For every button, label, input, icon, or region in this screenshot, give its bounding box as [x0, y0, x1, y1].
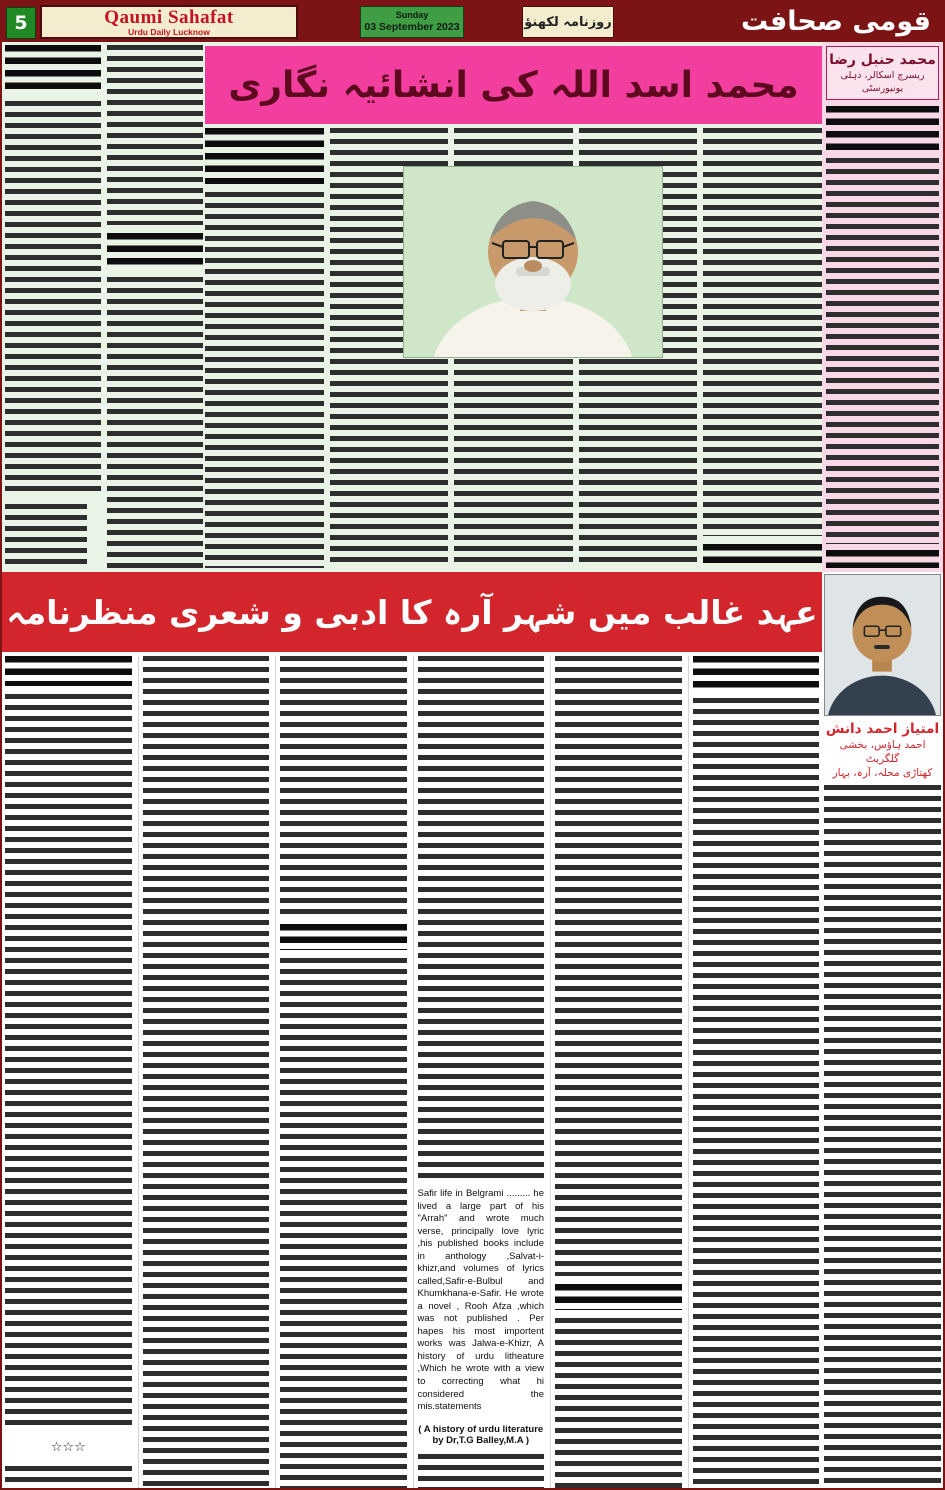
- article2-photo: [824, 574, 941, 716]
- section-end-stars: ☆☆☆: [50, 1440, 86, 1455]
- body-text-block: [5, 656, 132, 686]
- body-text-block: [418, 1454, 545, 1488]
- article2-author-address2: کھتاڑی محلہ، آرہ، بہار: [832, 767, 933, 779]
- body-text-block: [280, 924, 407, 950]
- body-text-block: [280, 958, 407, 1488]
- article1-author-box: [826, 46, 939, 100]
- body-text-block: [205, 192, 324, 568]
- article1-author-affiliation: ریسرچ اسکالر، دہلی یونیورسٹی: [840, 70, 925, 94]
- article2-author-block: [824, 721, 941, 780]
- text-column: [688, 656, 820, 1488]
- text-column: [107, 45, 203, 568]
- body-text-block: [555, 656, 682, 1276]
- body-text-block: [826, 106, 939, 152]
- text-column: [275, 656, 407, 1488]
- body-text-block: [826, 158, 939, 544]
- article2-author-column: [822, 572, 943, 1488]
- masthead-subtitle: Urdu Daily Lucknow: [128, 27, 210, 37]
- portrait-elderly-man-icon: [404, 167, 662, 357]
- edition-box: روزنامہ لکھنؤ: [522, 6, 614, 38]
- paper-title-urdu: قومی صحافت: [741, 6, 931, 37]
- article1-left-columns: [5, 45, 203, 568]
- body-text-block: [280, 656, 407, 916]
- body-text-block: [5, 45, 101, 93]
- page-number-badge: 5: [6, 7, 36, 39]
- body-text-block: [143, 656, 270, 1488]
- body-text-block: [205, 128, 324, 184]
- article-1: [2, 42, 943, 572]
- body-text-block: [703, 544, 822, 568]
- text-column: [5, 45, 101, 568]
- weekday-label: Sunday: [395, 10, 429, 20]
- masthead-box: [40, 5, 298, 39]
- text-column: [205, 128, 324, 568]
- text-column: [550, 656, 682, 1488]
- body-text-block: [703, 128, 822, 536]
- body-text-block: [555, 1318, 682, 1488]
- body-text-block: [5, 1466, 132, 1488]
- body-text-block: [693, 698, 820, 1488]
- article1-headline: محمد اسد اللہ کی انشائیہ نگاری: [205, 46, 822, 124]
- text-column: [5, 656, 132, 1488]
- article1-photo: [403, 166, 663, 358]
- header-bar: [2, 2, 943, 42]
- body-text-block: [693, 656, 820, 690]
- body-text-block: [826, 550, 939, 568]
- body-text-block: [555, 1284, 682, 1310]
- body-text-block: [418, 656, 545, 1180]
- text-column: [703, 128, 822, 568]
- body-text-block: [5, 694, 132, 1430]
- body-text-block: [824, 785, 941, 1486]
- text-column: [138, 656, 270, 1488]
- body-text-block: [107, 233, 203, 269]
- article2-body-columns: [5, 656, 819, 1488]
- english-excerpt: Safir life in Belgrami ......... he lived a large part of his "Arrah" and wrote much verse, principally love lyric ,his published books include in anthology ,Salvat-i-khizr,and volumes of lyrics called,Safir-e-Bulbul and Khumkhana-e-Safir. He wrote a novel , Rooh Afza ,which was not published . Per hapes his most importent works was Jalwa-e-Khizr, A history of urdu litheature ,Which he wrote with a view to correcting what hi considered the mis.statements: [417, 1188, 544, 1413]
- body-text-block: [5, 101, 101, 496]
- masthead-title: Qaumi Sahafat: [104, 7, 234, 28]
- article2-author-name: امتیاز احمد دانش: [825, 721, 940, 737]
- portrait-man-icon: [825, 575, 940, 715]
- text-column: [413, 656, 545, 1488]
- article2-headline: عہد غالب میں شہر آرہ کا ادبی و شعری منظرنامہ: [2, 572, 822, 652]
- date-label: 03 September 2023: [364, 21, 460, 33]
- body-text-block: [107, 277, 203, 568]
- body-text-block: [107, 45, 203, 225]
- reference-list-block: [5, 504, 87, 568]
- article1-author-sidebar: [822, 42, 943, 572]
- article2-author-address1: احمد ہاؤس، بخشی گلگریٹ: [839, 739, 926, 765]
- date-box: [360, 6, 464, 38]
- english-excerpt-credit: ( A history of urdu literature by Dr,T.G Balley,M.A ): [418, 1423, 544, 1446]
- article1-author-name: محمد حنبل رضا: [829, 52, 936, 68]
